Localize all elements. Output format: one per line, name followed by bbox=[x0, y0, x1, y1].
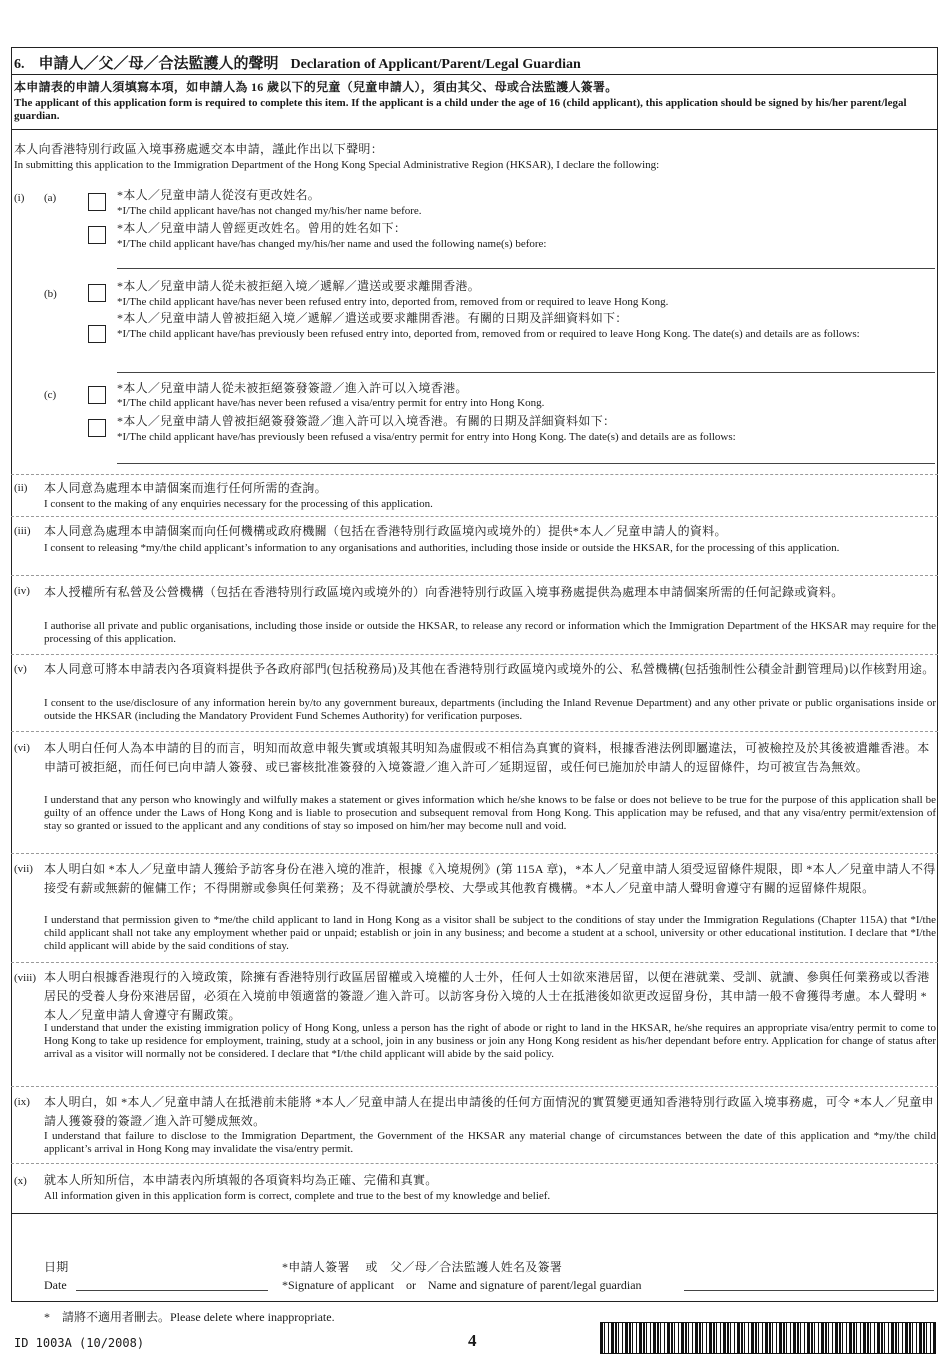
item-vi-marker: (vi) bbox=[14, 742, 30, 754]
item-i-c-marker: (c) bbox=[44, 389, 57, 401]
item-i-b-option2-en: *I/The child applicant have/has previously been refused entry into, deported from, removed from or required to leave Hong Kong. The date(s) and details are as follows: bbox=[117, 328, 860, 340]
item-i-c-option2-zh: *本人／兒童申請人曾被拒絕簽發簽證／進入許可以入境香港。有關的日期及詳細資料如下： bbox=[117, 414, 616, 428]
date-label-zh: 日期 bbox=[44, 1260, 69, 1274]
item-i-b-option2-zh: *本人／兒童申請人曾被拒絕入境／遞解／遣送或要求離開香港。有關的日期及詳細資料如下： bbox=[117, 311, 628, 325]
item-x-zh: 就本人所知所信，本申請表內所填報的各項資料均為正確、完備和真實。 bbox=[44, 1173, 438, 1187]
item-x-en: All information given in this application form is correct, complete and true to the best of my knowledge and belief. bbox=[44, 1190, 551, 1202]
item-ii-en: I consent to the making of any enquiries necessary for the processing of this application. bbox=[44, 498, 433, 510]
item-i-c-details-line[interactable] bbox=[117, 463, 935, 464]
section-note-en: The applicant of this application form is required to complete this item. If the applicant is a child under the age of 16 (child applicant), this application should be signed by his/her parent/legal guardian. bbox=[14, 97, 907, 122]
signature-label-en: *Signature of applicant or Name and signature of parent/legal guardian bbox=[282, 1278, 642, 1292]
item-i-b-option1-zh: *本人／兒童申請人從未被拒絕入境／遞解／遣送或要求離開香港。 bbox=[117, 279, 481, 293]
signature-field[interactable] bbox=[684, 1290, 934, 1291]
item-i-a-option1-en: *I/The child applicant have/has not changed my/his/her name before. bbox=[117, 205, 422, 217]
item-i-b-marker: (b) bbox=[44, 288, 57, 300]
item-vi-en: I understand that any person who knowingly and wilfully makes a statement or gives information which he/she knows to be false or does not believe to be true for the purpose of this application shall be guilty of an offence under the Laws of Hong Kong and is liable to prosecution and subsequent removal from Hong Kong. This application may be refused, and that any visa/entry permit/extension of stay so granted or issued to the applicant and any conditions of stay so imposed on him/her may become null and void. bbox=[44, 794, 936, 832]
item-iv-zh: 本人授權所有私營及公營機構（包括在香港特別行政區境內或境外的）向香港特別行政區入境事務處提供為處理本申請個案所需的任何記錄或資料。 bbox=[44, 585, 844, 599]
item-vii-en: I understand that permission given to *me/the child applicant to land in Hong Kong as a visitor shall be subject to the conditions of stay under the Immigration Regulations (Chapter 115A) that *I/the child applicant shall not take any employment whether paid or unpaid; establish or join in any business; and become a student at a school, university or other educational institution. I declare that *I/the child applicant will abide by the said conditions of stay. bbox=[44, 914, 936, 952]
item-viii-zh: 本人明白根據香港現行的入境政策，除擁有香港特別行政區居留權或入境權的人士外，任何人士如欲來港居留，以便在港就業、受訓、就讀、參與任何業務或以香港居民的受養人身份來港居留，必須在入境前申領適當的簽證／進入許可。以訪客身份入境的人士在抵港後如欲更改逗留身份，其申請一般不會獲得考慮。本人聲明 *本人／兒童申請人會遵守有關政策。 bbox=[44, 970, 930, 1022]
item-iii-zh: 本人同意為處理本申請個案而向任何機構或政府機關（包括在香港特別行政區境內或境外的）提供*本人／兒童申請人的資料。 bbox=[44, 524, 727, 538]
item-v-zh: 本人同意可將本申請表內各項資料提供予各政府部門(包括稅務局)及其他在香港特別行政區境內或境外的公、私營機構(包括強制性公積金計劃管理局)以作核對用途。 bbox=[44, 662, 935, 676]
section-header bbox=[14, 52, 934, 73]
intro-en: In submitting this application to the Immigration Department of the Hong Kong Special Administrative Region (HKSAR), I declare the following: bbox=[14, 159, 660, 171]
item-iv-marker: (iv) bbox=[14, 585, 30, 597]
item-iii-marker: (iii) bbox=[14, 525, 31, 537]
item-i-a-option2-en: *I/The child applicant have/has changed my/his/her name and used the following name(s) before: bbox=[117, 238, 547, 250]
item-vii-zh: 本人明白如 *本人／兒童申請人獲給予訪客身份在港入境的准許，根據《入境規例》(第 115A 章)，*本人／兒童申請人須受逗留條件規限，即 *本人／兒童申請人不得接受有薪或無薪的僱傭工作；不得開辦或參與任何業務；及不得就讀於學校、大學或其他教育機構。*本人／兒童申請人聲明會遵守有關的逗留條件規限。 bbox=[44, 862, 936, 895]
item-viii-en: I understand that under the existing immigration policy of Hong Kong, unless a person has the right of abode or right to land in the HKSAR, he/she requires an appropriate visa/entry permit to come to Hong Kong to take up residence for employment, training, study at a school, join in any business or join any Hong Kong resident as his/her dependant before entry. Application for change of status after arrival as a visitor will normally not be considered. I declare that *I/the child applicant will abide by the said policy. bbox=[44, 1022, 936, 1060]
page-number: 4 bbox=[468, 1331, 477, 1350]
item-i-c-option1-en: *I/The child applicant have/has never been refused a visa/entry permit for entry into Hong Kong. bbox=[117, 397, 545, 409]
item-ii-zh: 本人同意為處理本申請個案而進行任何所需的查詢。 bbox=[44, 481, 327, 495]
item-i-b-option1-checkbox[interactable] bbox=[88, 284, 106, 302]
item-i-a-option1-checkbox[interactable] bbox=[88, 193, 106, 211]
item-vi-zh: 本人明白任何人為本申請的目的而言，明知而故意申報失實或填報其明知為虛假或不相信為真實的資料，根據香港法例即屬違法，可被檢控及於其後被遣離香港。本申請可被拒絕，而任何已向申請人簽發、或已審核批准簽發的入境簽證／進入許可／延期逗留，或任何已施加於申請人的逗留條件，均可被宣告為無效。 bbox=[44, 741, 930, 774]
item-i-c-option2-en: *I/The child applicant have/has previously been refused a visa/entry permit for entry into Hong Kong. The date(s) and details are as follows: bbox=[117, 431, 736, 443]
item-iv-en: I authorise all private and public organisations, including those inside or outside the HKSAR, to release any record or information which the Immigration Department of the HKSAR may require for the processing of this application. bbox=[44, 620, 936, 645]
barcode-icon bbox=[600, 1322, 936, 1354]
item-ix-en: I understand that failure to disclose to the Immigration Department, the Government of the HKSAR any material change of circumstances between the date of this application and *my/the child applicant’s arrival in Hong Kong may invalidate the visa/entry permit. bbox=[44, 1130, 936, 1155]
item-ix-zh: 本人明白，如 *本人／兒童申請人在抵港前未能將 *本人／兒童申請人在提出申請後的任何方面情況的實質變更通知香港特別行政區入境事務處，可令 *本人／兒童申請人獲簽發的簽證／進入許可變成無效。 bbox=[44, 1095, 934, 1128]
section-number: 6. bbox=[14, 57, 25, 72]
item-i-c-option1-zh: *本人／兒童申請人從未被拒絕簽發簽證／進入許可以入境香港。 bbox=[117, 381, 468, 395]
item-ii-marker: (ii) bbox=[14, 482, 28, 494]
item-viii-marker: (viii) bbox=[14, 972, 36, 984]
item-iii-en: I consent to releasing *my/the child applicant’s information to any organisations and authorities, including those inside or outside the HKSAR, for the processing of this application. bbox=[44, 542, 840, 554]
item-vii-marker: (vii) bbox=[14, 863, 33, 875]
intro-zh: 本人向香港特別行政區入境事務處遞交本申請，謹此作出以下聲明： bbox=[14, 142, 384, 156]
item-i-c-option2-checkbox[interactable] bbox=[88, 419, 106, 437]
date-label-en: Date bbox=[44, 1278, 67, 1292]
item-i-a-names-line[interactable] bbox=[117, 268, 935, 269]
form-id: ID 1003A (10/2008) bbox=[14, 1336, 145, 1350]
item-v-en: I consent to the use/disclosure of any information herein by/to any government bureaux, departments (including the Inland Revenue Department) and any other private or public organisations inside or outside the HKSAR (including the Mandatory Provident Fund Schemes Authority) for verification purposes. bbox=[44, 697, 936, 722]
signature-label-zh: *申請人簽署 或 父／母／合法監護人姓名及簽署 bbox=[282, 1260, 563, 1274]
item-i-a-option2-checkbox[interactable] bbox=[88, 226, 106, 244]
item-ix-marker: (ix) bbox=[14, 1096, 30, 1108]
item-i-b-details-line[interactable] bbox=[117, 372, 935, 373]
item-i-a-marker: (a) bbox=[44, 192, 57, 204]
item-v-marker: (v) bbox=[14, 663, 27, 675]
item-i-a-option1-zh: *本人／兒童申請人從沒有更改姓名。 bbox=[117, 188, 321, 202]
section-title-zh: 申請人／父／母／合法監護人的聲明 bbox=[38, 56, 279, 72]
item-i-a-option2-zh: *本人／兒童申請人曾經更改姓名。曾用的姓名如下： bbox=[117, 221, 407, 235]
item-i-b-option2-checkbox[interactable] bbox=[88, 325, 106, 343]
section-title-en: Declaration of Applicant/Parent/Legal Guardian bbox=[290, 57, 581, 72]
date-field[interactable] bbox=[76, 1290, 268, 1291]
item-i-marker: (i) bbox=[14, 192, 25, 204]
footer-note: * 請將不適用者刪去。Please delete where inappropriate. bbox=[44, 1310, 335, 1324]
item-i-b-option1-en: *I/The child applicant have/has never been refused entry into, deported from, removed from or required to leave Hong Kong. bbox=[117, 296, 669, 308]
item-x-marker: (x) bbox=[14, 1175, 27, 1187]
item-i-c-option1-checkbox[interactable] bbox=[88, 386, 106, 404]
section-note-zh: 本申請表的申請人須填寫本項，如申請人為 16 歲以下的兒童（兒童申請人），須由其父、母或合法監護人簽署。 bbox=[14, 80, 618, 94]
